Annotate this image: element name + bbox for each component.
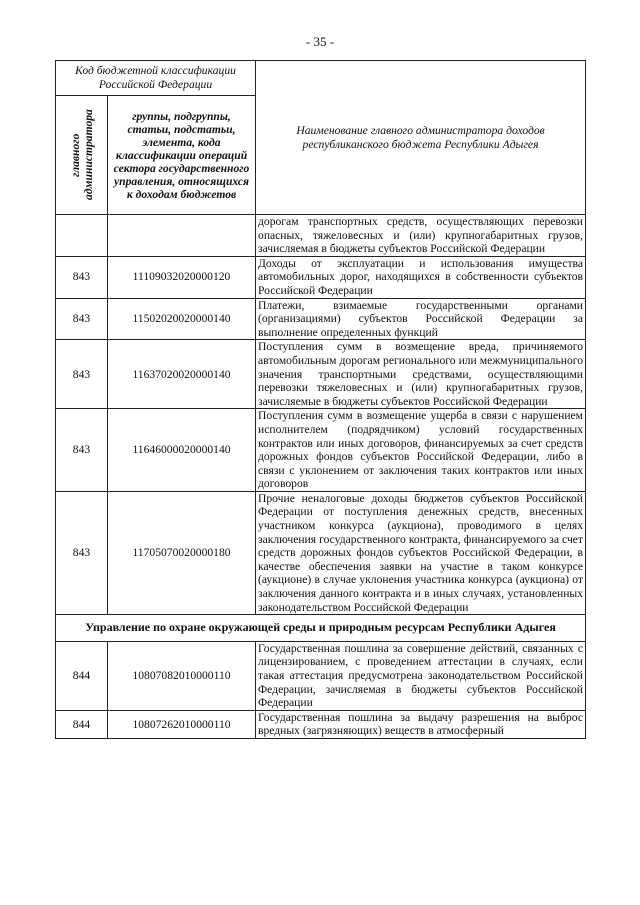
header-code-col: группы, подгруппы, статьи, подстатьи, элемента, кода классификации операций сектора государственного управления, относящихся к доходам бюджетов — [108, 96, 256, 215]
table-row — [56, 710, 586, 738]
income-name: дорогам транспортных средств, осуществляющих перевозки опасных, тяжеловесных и (или) крупногабаритных грузов, зачисляемая в бюджеты субъектов Российской Федерации — [256, 215, 586, 257]
table-row — [56, 641, 586, 710]
admin-code — [56, 215, 108, 257]
admin-code: 843 — [56, 340, 108, 409]
budget-code: 10807262010000110 — [108, 710, 256, 738]
income-name: Государственная пошлина за выдачу разрешения на выброс вредных (загрязняющих) веществ в атмосферный — [256, 710, 586, 738]
income-name: Поступления сумм в возмещение вреда, причиняемого автомобильным дорогам регионального или межмуниципального значения транспортными средствами, осуществляющими перевозки тяжеловесных и (или) крупногабаритных грузов, зачисляемые в бюджеты субъектов Российской Федерации — [256, 340, 586, 409]
header-admin-col: главного администратора — [68, 109, 95, 201]
income-name: Государственная пошлина за совершение действий, связанных с лицензированием, с проведением аттестации в случаях, если такая аттестация предусмотрена законодательством Российской Федерации, зачисляемая в бюджеты субъектов Российской Федерации — [256, 641, 586, 710]
admin-code: 843 — [56, 409, 108, 492]
budget-code: 11637020020000140 — [108, 340, 256, 409]
income-name: Прочие неналоговые доходы бюджетов субъектов Российской Федерации от поступления денежных средств, внесенных участником конкурса (аукциона), проводимого в целях заключения государственного контракта, финансируемого за счет средств дорожных фондов субъектов Российской Федерации, в качестве обеспечения заявки на участие в таком конкурсе (аукционе) в случае уклонения участника конкурса (аукциона) от заключения данного контракта и в иных случаях, установленных законодательством Российской Федерации — [256, 491, 586, 614]
budget-code: 11646000020000140 — [108, 409, 256, 492]
page-number: - 35 - — [305, 34, 335, 49]
table-row — [56, 340, 586, 409]
budget-code — [108, 215, 256, 257]
budget-code: 11502020020000140 — [108, 298, 256, 340]
budget-code: 10807082010000110 — [108, 641, 256, 710]
section-row — [56, 615, 586, 642]
admin-code: 843 — [56, 256, 108, 298]
section-title: Управление по охране окружающей среды и природным ресурсам Республики Адыгея — [56, 615, 586, 642]
admin-code: 844 — [56, 641, 108, 710]
admin-code: 843 — [56, 491, 108, 614]
income-name: Платежи, взимаемые государственными органами (организациями) субъектов Российской Федерации за выполнение определенных функций — [256, 298, 586, 340]
income-name: Доходы от эксплуатации и использования имущества автомобильных дорог, находящихся в собственности субъектов Российской Федерации — [256, 256, 586, 298]
table-row — [56, 215, 586, 257]
header-row-top — [56, 61, 586, 96]
income-name: Поступления сумм в возмещение ущерба в связи с нарушением исполнителем (подрядчиком) условий государственных контрактов или иных договоров, финансируемых за счет средств дорожных фондов субъектов Российской Федерации, либо в связи с уклонением от заключения таких контрактов или иных договоров — [256, 409, 586, 492]
table-row — [56, 409, 586, 492]
table-row — [56, 491, 586, 614]
header-name-col: Наименование главного администратора доходов республиканского бюджета Республики Адыгея — [256, 61, 586, 215]
table-row — [56, 256, 586, 298]
header-code-group: Код бюджетной классификации Российской Федерации — [56, 61, 256, 96]
budget-code: 11109032020000120 — [108, 256, 256, 298]
admin-code: 844 — [56, 710, 108, 738]
header-admin-cell — [56, 96, 108, 215]
budget-classification-table — [55, 60, 586, 739]
admin-code: 843 — [56, 298, 108, 340]
budget-code: 11705070020000180 — [108, 491, 256, 614]
table-row — [56, 298, 586, 340]
